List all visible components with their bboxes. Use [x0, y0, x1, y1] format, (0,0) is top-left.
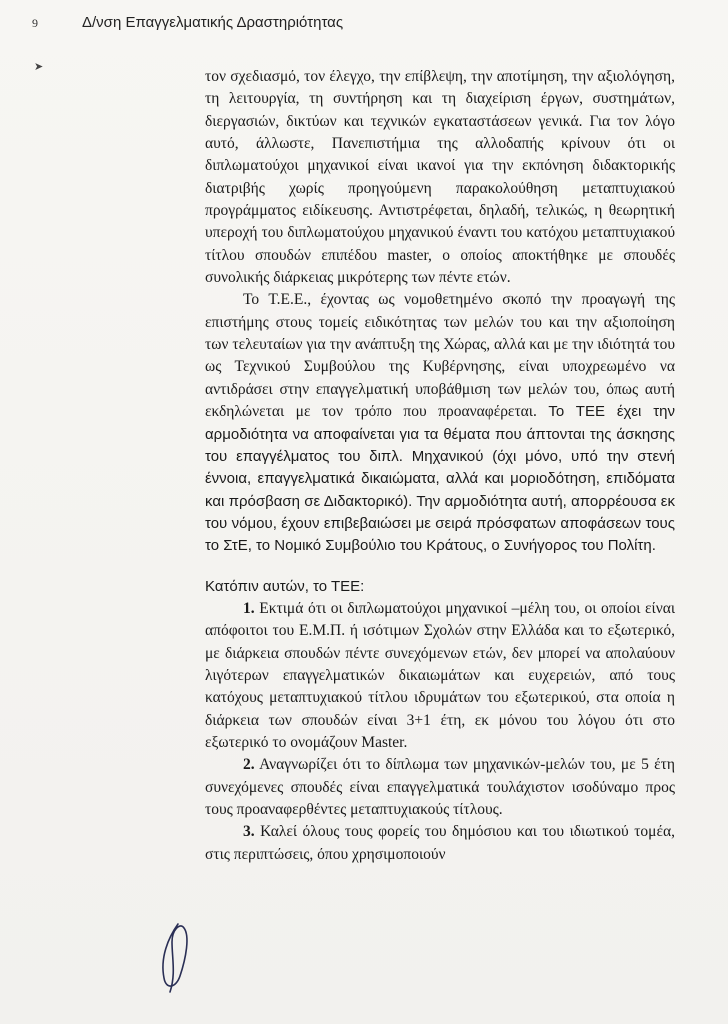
item-number: 1.	[243, 599, 255, 617]
page-number: 9	[32, 16, 38, 30]
item-number: 3.	[243, 823, 255, 841]
margin-arrow-icon: ➤	[34, 60, 44, 73]
paragraph-continuation: τον σχεδιασμό, τον έλεγχο, την επίβλεψη, την αποτίμηση, την αξιολόγηση, τη λειτουργία, τη συντήρηση και τη διαχείριση έργων, συστημάτων, διεργασιών, δικτύων και τεχνικών εγκαταστάσεων γενικά. Για τον λόγο αυτό, άλλωστε, Πανεπιστήμια της αλλοδαπής κρίνουν ότι οι διπλωματούχοι μηχανικοί είναι ικανοί για την εκπόνηση διδακτορικής διατριβής χωρίς προηγούμενη παρακολούθηση μεταπτυχιακού προγράμματος ειδίκευσης. Αντιστρέφεται, δηλαδή, τελικώς, η θεωρητική υπεροχή του διπλωματούχου μηχανικού έναντι του κατόχου μεταπτυχιακού τίτλου σπουδών επιπέδου master, ο οποίος αποκτήθηκε με σπουδές συνολικής διάρκειας μικρότερης των πέντε ετών.	[205, 68, 675, 287]
item-text: Καλεί όλους τους φορείς του δημόσιου και του ιδιωτικού τομέα, στις περιπτώσεις, όπου χρησιμοποιούν	[205, 823, 675, 863]
paragraph-tee-competence: Το ΤΕΕ έχει την αρμοδιότητα να αποφαίνεται για τα θέματα που άπτονται της άσκησης του επαγγέλματος του διπλ. Μηχανικού (όχι μόνο, υπό την στενή έννοια, επαγγελματικά δικαιώματα, αλλά και μοριοδότηση, επιδόματα και πρόσβαση σε Διδακτορικό). Την αρμοδιότητα αυτή, απορρέουσα εκ του νόμου, έχουν επιβεβαιώσει με σειρά πρόσφατων αποφάσεων τους το ΣτΕ, το Νομικό Συμβούλιο του Κράτους, ο Συνήγορος του Πολίτη.	[205, 403, 675, 555]
document-body	[205, 66, 675, 866]
paragraph-tee-mission	[205, 289, 675, 557]
department-header: Δ/νση Επαγγελματικής Δραστηριότητας	[82, 14, 344, 31]
paragraph-tee-mission-serif: Το Τ.Ε.Ε., έχοντας ως νομοθετημένο σκοπό την προαγωγή της επιστήμης στους τομείς ειδικότητας των μελών του και την αξιοποίηση των τελευταίων για την ανάπτυξη της Χώρας, αλλά και με την ιδιότητά του ως Τεχνικού Συμβούλου της Κυβέρνησης, είναι υποχρεωμένο να αντιδράσει στην επαγγελματική υποβάθμιση των μελών του, όπως αυτή εκδηλώνεται με τον τρόπο που προαναφέρεται.	[205, 291, 675, 421]
resolution-item-2	[205, 754, 675, 821]
item-text: Εκτιμά ότι οι διπλωματούχοι μηχανικοί –μέλη του, οι οποίοι είναι απόφοιτοι του Ε.Μ.Π. ή ισότιμων Σχολών στην Ελλάδα και το εξωτερικό, με διάρκεια σπουδών πέντε συνεχόμενων ετών, δεν μπορεί να απολαύουν λιγότερων επαγγελματικών δικαιωμάτων και ευχερειών, από τους κατόχους μεταπτυχιακού τίτλου ιδρυμάτων του εξωτερικού, στα οποία η διάρκεια των σπουδών είναι 3+1 έτη, εκ μόνου του λόγου ότι στο εξωτερικό το ονομάζουν Master.	[205, 599, 675, 751]
resolution-item-1	[205, 598, 675, 754]
item-number: 2.	[243, 756, 255, 774]
item-text: Αναγνωρίζει ότι το δίπλωμα των μηχανικών-μελών του, με 5 έτη συνεχόμενες σπουδές είναι επαγγελματικά τουλάχιστον ισοδύναμο προς τους προαναφερθέντες μεταπτυχιακούς τίτλους.	[205, 756, 675, 818]
resolution-item-3	[205, 821, 675, 866]
handwritten-signature	[150, 918, 210, 998]
resolution-lead: Κατόπιν αυτών, το ΤΕΕ:	[205, 577, 365, 595]
